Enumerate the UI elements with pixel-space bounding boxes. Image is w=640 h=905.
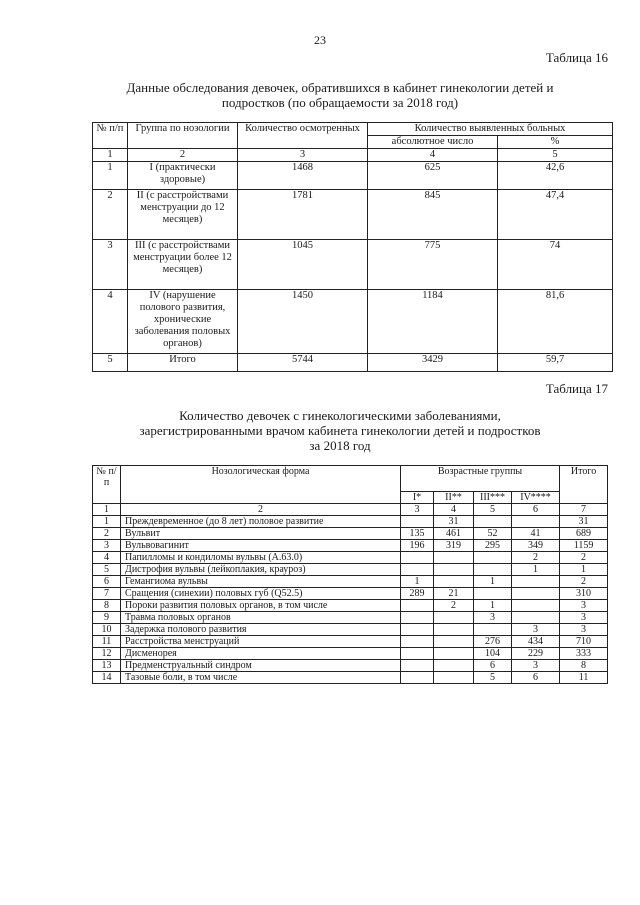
row-form: Преждевременное (до 8 лет) половое развитие	[121, 516, 401, 528]
table17-colnum: 5	[474, 504, 512, 516]
table-row	[93, 636, 608, 648]
row-g3: 6	[474, 660, 512, 672]
table17-header-g2: II**	[434, 492, 474, 504]
row-g3: 276	[474, 636, 512, 648]
row-total: 689	[560, 528, 608, 540]
row-g2	[434, 636, 474, 648]
row-g2: 461	[434, 528, 474, 540]
table17-header-total: Итого	[560, 466, 608, 504]
row-g4	[512, 612, 560, 624]
table16-title	[80, 80, 600, 110]
table-row	[93, 290, 613, 354]
row-absolute: 625	[368, 162, 498, 190]
row-g1	[401, 552, 434, 564]
row-g4: 229	[512, 648, 560, 660]
row-n: 3	[93, 540, 121, 552]
table-row	[93, 240, 613, 290]
row-n: 13	[93, 660, 121, 672]
row-n: 8	[93, 600, 121, 612]
table17-colnum: 3	[401, 504, 434, 516]
row-form: Вульвит	[121, 528, 401, 540]
row-group: II (с расстройствами менструации до 12 месяцев)	[128, 190, 238, 240]
row-g2	[434, 624, 474, 636]
table17	[92, 465, 608, 684]
row-g4	[512, 600, 560, 612]
row-total: 1159	[560, 540, 608, 552]
table-row	[93, 162, 613, 190]
row-form: Гемангиома вульвы	[121, 576, 401, 588]
row-percent: 59,7	[498, 354, 613, 372]
row-g4: 41	[512, 528, 560, 540]
table17-header-age-groups: Возрастные группы	[401, 466, 560, 492]
row-group: III (с расстройствами менструации более 12 месяцев)	[128, 240, 238, 290]
table16-header-absolute: абсолютное число	[368, 136, 498, 149]
row-g1	[401, 636, 434, 648]
row-g3: 1	[474, 600, 512, 612]
row-percent: 81,6	[498, 290, 613, 354]
table16-title-line2: подростков (по обращаемости за 2018 год)	[221, 95, 459, 110]
row-total: 3	[560, 624, 608, 636]
row-percent: 42,6	[498, 162, 613, 190]
table16-header-identified: Количество выявленных больных	[368, 123, 613, 136]
row-form: Расстройства менструаций	[121, 636, 401, 648]
row-n: 6	[93, 576, 121, 588]
table16-header-examined: Количество осмотренных	[238, 123, 368, 149]
row-g2: 319	[434, 540, 474, 552]
row-g3: 3	[474, 612, 512, 624]
row-g4	[512, 516, 560, 528]
row-total: 310	[560, 588, 608, 600]
row-total: 31	[560, 516, 608, 528]
table17-header-g1: I*	[401, 492, 434, 504]
row-num: 2	[93, 190, 128, 240]
row-n: 10	[93, 624, 121, 636]
table16-colnum-row	[93, 149, 613, 162]
row-g4: 434	[512, 636, 560, 648]
row-g1: 289	[401, 588, 434, 600]
table16-colnum: 2	[128, 149, 238, 162]
row-num: 5	[93, 354, 128, 372]
row-g2	[434, 576, 474, 588]
table16-colnum: 3	[238, 149, 368, 162]
table-row	[93, 516, 608, 528]
row-g4: 2	[512, 552, 560, 564]
row-g4: 1	[512, 564, 560, 576]
table17-header-g4: IV****	[512, 492, 560, 504]
table17-header-num: № п/п	[93, 466, 121, 504]
row-form: Травма половых органов	[121, 612, 401, 624]
row-g3	[474, 516, 512, 528]
table17-title-line3: за 2018 год	[309, 438, 371, 453]
row-g3	[474, 624, 512, 636]
row-n: 1	[93, 516, 121, 528]
table-row	[93, 624, 608, 636]
row-g2: 21	[434, 588, 474, 600]
row-n: 11	[93, 636, 121, 648]
row-g1	[401, 600, 434, 612]
table-row	[93, 600, 608, 612]
row-group: Итого	[128, 354, 238, 372]
row-absolute: 3429	[368, 354, 498, 372]
table16-header-row	[93, 123, 613, 136]
row-group: IV (нарушение полового развития, хронические заболевания половых органов)	[128, 290, 238, 354]
row-g1	[401, 516, 434, 528]
table-row	[93, 576, 608, 588]
table17-title-line1: Количество девочек с гинекологическими заболеваниями,	[179, 408, 501, 423]
table-row	[93, 588, 608, 600]
table-row	[93, 612, 608, 624]
row-g1	[401, 624, 434, 636]
row-percent: 74	[498, 240, 613, 290]
row-g4: 3	[512, 660, 560, 672]
table17-header-g3: III***	[474, 492, 512, 504]
row-percent: 47,4	[498, 190, 613, 240]
row-examined: 5744	[238, 354, 368, 372]
table-row	[93, 552, 608, 564]
row-g4	[512, 588, 560, 600]
row-examined: 1450	[238, 290, 368, 354]
row-g3: 104	[474, 648, 512, 660]
table17-colnum: 7	[560, 504, 608, 516]
row-total: 8	[560, 660, 608, 672]
table16-header-group: Группа по нозологии	[128, 123, 238, 149]
row-total: 3	[560, 612, 608, 624]
row-g2	[434, 648, 474, 660]
table16-title-line1: Данные обследования девочек, обратившихся в кабинет гинекологии детей и	[126, 80, 554, 95]
table16-header-percent: %	[498, 136, 613, 149]
row-total: 1	[560, 564, 608, 576]
row-g3: 52	[474, 528, 512, 540]
row-num: 4	[93, 290, 128, 354]
table17-header-form: Нозологическая форма	[121, 466, 401, 504]
row-total: 710	[560, 636, 608, 648]
row-n: 5	[93, 564, 121, 576]
row-g2	[434, 672, 474, 684]
row-n: 12	[93, 648, 121, 660]
page-number: 23	[314, 33, 326, 47]
row-total: 333	[560, 648, 608, 660]
table17-colnum: 1	[93, 504, 121, 516]
row-g3	[474, 564, 512, 576]
row-g1	[401, 564, 434, 576]
row-g3	[474, 588, 512, 600]
row-examined: 1781	[238, 190, 368, 240]
table17-colnum: 4	[434, 504, 474, 516]
row-form: Тазовые боли, в том числе	[121, 672, 401, 684]
table16	[92, 122, 613, 372]
row-n: 4	[93, 552, 121, 564]
table-row	[93, 540, 608, 552]
row-total: 11	[560, 672, 608, 684]
row-g3: 1	[474, 576, 512, 588]
row-g4: 349	[512, 540, 560, 552]
row-form: Пороки развития половых органов, в том числе	[121, 600, 401, 612]
table16-colnum: 1	[93, 149, 128, 162]
row-g2	[434, 564, 474, 576]
row-g2	[434, 552, 474, 564]
row-form: Вульвовагинит	[121, 540, 401, 552]
row-examined: 1468	[238, 162, 368, 190]
row-g4: 3	[512, 624, 560, 636]
row-n: 7	[93, 588, 121, 600]
table16-label: Таблица 16	[545, 50, 608, 65]
table17-title	[80, 408, 600, 453]
row-total: 2	[560, 576, 608, 588]
row-form: Дистрофия вульвы (лейкоплакия, крауроз)	[121, 564, 401, 576]
row-form: Предменструальный синдром	[121, 660, 401, 672]
row-num: 1	[93, 162, 128, 190]
table17-title-line2: зарегистрированными врачом кабинета гинекологии детей и подростков	[139, 423, 541, 438]
row-total: 2	[560, 552, 608, 564]
row-absolute: 1184	[368, 290, 498, 354]
row-form: Папилломы и кондиломы вульвы (А.63.0)	[121, 552, 401, 564]
row-n: 9	[93, 612, 121, 624]
table17-colnum: 6	[512, 504, 560, 516]
row-g1	[401, 648, 434, 660]
table16-header-num: № п/п	[93, 123, 128, 149]
row-g4: 6	[512, 672, 560, 684]
row-g1: 196	[401, 540, 434, 552]
row-absolute: 775	[368, 240, 498, 290]
table-row	[93, 190, 613, 240]
row-group: I (практически здоровые)	[128, 162, 238, 190]
row-g3: 295	[474, 540, 512, 552]
table-row	[93, 528, 608, 540]
table-row	[93, 648, 608, 660]
row-absolute: 845	[368, 190, 498, 240]
row-g1: 1	[401, 576, 434, 588]
table17-body	[93, 516, 608, 684]
row-form: Сращения (синехии) половых губ (Q52.5)	[121, 588, 401, 600]
table-row	[93, 354, 613, 372]
row-total: 3	[560, 600, 608, 612]
row-g2: 2	[434, 600, 474, 612]
row-g3: 5	[474, 672, 512, 684]
row-g1	[401, 672, 434, 684]
table17-colnum-row	[93, 504, 608, 516]
table17-label: Таблица 17	[545, 381, 608, 396]
row-g1: 135	[401, 528, 434, 540]
row-form: Дисменорея	[121, 648, 401, 660]
table16-colnum: 5	[498, 149, 613, 162]
row-form: Задержка полового развития	[121, 624, 401, 636]
row-g3	[474, 552, 512, 564]
table-row	[93, 672, 608, 684]
row-g2: 31	[434, 516, 474, 528]
row-g2	[434, 660, 474, 672]
row-g2	[434, 612, 474, 624]
table-row	[93, 564, 608, 576]
row-g1	[401, 660, 434, 672]
table16-colnum: 4	[368, 149, 498, 162]
row-n: 14	[93, 672, 121, 684]
row-g4	[512, 576, 560, 588]
table17-colnum: 2	[121, 504, 401, 516]
table-row	[93, 660, 608, 672]
row-n: 2	[93, 528, 121, 540]
table17-header-row	[93, 466, 608, 492]
row-num: 3	[93, 240, 128, 290]
row-examined: 1045	[238, 240, 368, 290]
row-g1	[401, 612, 434, 624]
